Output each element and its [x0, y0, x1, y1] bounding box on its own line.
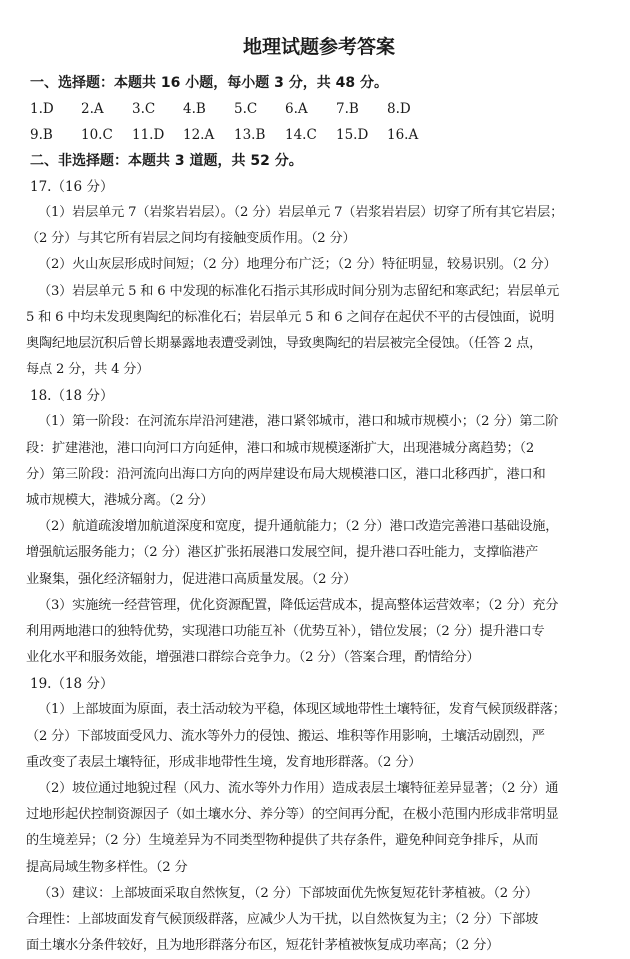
answer-line: 业化水平和服务效能，增强港口群综合竞争力。（2 分）（答案合理，酌情给分） [26, 650, 480, 666]
answer-line: 面土壤水分条件较好，且为地形群落分布区，短花针茅植被恢复成功率高；（2 分） [26, 938, 500, 954]
answer-item: 1.D [30, 101, 54, 117]
q19-answer-part-1 [26, 697, 612, 776]
answer-line: （2 分）下部坡面受风力、流水等外力的侵蚀、搬运、堆积等作用影响，土壤活动剧烈，严 [26, 728, 545, 744]
answer-line: 每点 2 分，共 4 分） [26, 362, 150, 378]
answer-line: 5 和 6 中均未发现奥陶纪的标准化石；岩层单元 5 和 6 之间存在起伏不平的古侵蚀面，说明 [26, 309, 555, 325]
answer-item: 11.D [132, 127, 165, 143]
answer-line: 奥陶纪地层沉积后曾长期暴露地表遭受剥蚀，导致奥陶纪的岩层被完全侵蚀。（任答 2 点， [26, 336, 543, 352]
answer-line: 合理性：上部坡面发育气候顶级群落，应减少人为干扰，以自然恢复为主；（2 分）下部坡 [26, 912, 539, 928]
answer-item: 12.A [183, 127, 215, 143]
page-title: 地理试题参考答案 [242, 36, 395, 58]
answer-line: （1）第一阶段：在河流东岸沿河建港，港口紧邻城市，港口和城市规模小；（2 分）第二阶 [38, 414, 559, 430]
answer-line: 的生境差异；（2 分）生境差异为不同类型物种提供了共存条件，避免种间竞争排斥，从而 [26, 833, 539, 849]
q19-answer-part-2 [26, 776, 612, 881]
question-19-heading: 19.（18 分） [30, 676, 114, 693]
answer-item: 5.C [234, 101, 258, 117]
question-18-heading: 18.（18 分） [30, 388, 114, 405]
answer-line: （2）坡位通过地貌过程（风力、流水等外力作用）造成表层土壤特征差异显著；（2 分）通 [38, 781, 559, 797]
answer-item: 13.B [234, 127, 266, 143]
answer-line: （1）上部坡面为原面，表土活动较为平稳，体现区域地带性土壤特征，发育气候顶级群落； [38, 702, 566, 718]
answer-line: 分）第三阶段：沿河流向出海口方向的两岸建设布局大规模港口区，港口北移西扩，港口和 [26, 466, 546, 482]
answer-line: 城市规模大，港城分离。（2 分） [26, 493, 214, 509]
answer-item: 15.D [336, 127, 369, 143]
answer-item: 2.A [81, 101, 104, 117]
answer-line: 提高局域生物多样性。（2 分 [26, 859, 188, 875]
answer-line: 段：扩建港池，港口向河口方向延伸，港口和城市规模逐渐扩大，出现港城分离趋势；（2 [26, 440, 535, 456]
answer-line: （1）岩层单元 7（岩浆岩岩层）。（2 分）岩层单元 7（岩浆岩岩层）切穿了所有其它岩层； [38, 205, 564, 220]
answer-item: 10.C [81, 127, 113, 143]
answer-line: 业聚集，强化经济辐射力，促进港口高质量发展。（2 分） [26, 571, 357, 587]
q17-answer-part-2 [26, 252, 612, 278]
q17-answer-part-1 [26, 200, 612, 252]
answer-item: 4.B [183, 101, 206, 117]
answer-line: （2 分）与其它所有岩层之间均有接触变质作用。（2 分） [26, 231, 356, 247]
answer-line: （2）航道疏浚增加航道深度和宽度，提升通航能力；（2 分）港口改造完善港口基础设施， [38, 519, 559, 535]
answer-item: 8.D [387, 101, 411, 117]
q19-answer-part-3 [26, 881, 612, 959]
q17-answer-part-3 [26, 279, 612, 384]
section-heading-non-choice: 二、非选择题：本题共 3 道题，共 52 分。 [30, 153, 303, 169]
q18-answer-part-2 [26, 514, 612, 593]
answer-line: （2）火山灰层形成时间短；（2 分）地理分布广泛；（2 分）特征明显，较易识别。（2 分） [38, 257, 557, 273]
question-17-heading: 17.（16 分） [30, 179, 114, 195]
answer-item: 6.A [285, 101, 308, 117]
q18-answer-part-1 [26, 409, 612, 514]
answer-line: （3）岩层单元 5 和 6 中发现的标准化石指示其形成时间分别为志留纪和寒武纪；岩层单元 [38, 283, 560, 299]
answer-line: 增强航运服务能力；（2 分）港区扩张拓展港口发展空间，提升港口吞吐能力，支撑临港产 [26, 545, 539, 561]
answer-row-2 [30, 122, 612, 148]
answer-row-1 [30, 96, 612, 122]
section-heading-multiple-choice: 一、选择题：本题共 16 小题，每小题 3 分，共 48 分。 [30, 75, 388, 91]
answer-line: 过地形起伏控制资源因子（如土壤水分、养分等）的空间再分配，在极小范围内形成非常明显 [26, 807, 559, 823]
answer-line: （3）实施统一经营管理，优化资源配置，降低运营成本，提高整体运营效率；（2 分）充分 [38, 597, 559, 613]
answer-item: 16.A [387, 127, 419, 143]
q18-answer-part-3 [26, 593, 612, 672]
answer-item: 3.C [132, 101, 156, 117]
answer-item: 7.B [336, 101, 359, 117]
answer-line: 重改变了表层土壤特征，形成非地带性生境，发育地形群落。（2 分） [26, 754, 422, 770]
answer-line: （3）建议：上部坡面采取自然恢复，（2 分）下部坡面优先恢复短花针茅植被。（2 分） [38, 885, 538, 901]
answer-item: 9.B [30, 127, 53, 143]
answer-item: 14.C [285, 127, 317, 143]
answer-line: 利用两地港口的独特优势，实现港口功能互补（优势互补），错位发展；（2 分）提升港口专 [26, 624, 545, 640]
